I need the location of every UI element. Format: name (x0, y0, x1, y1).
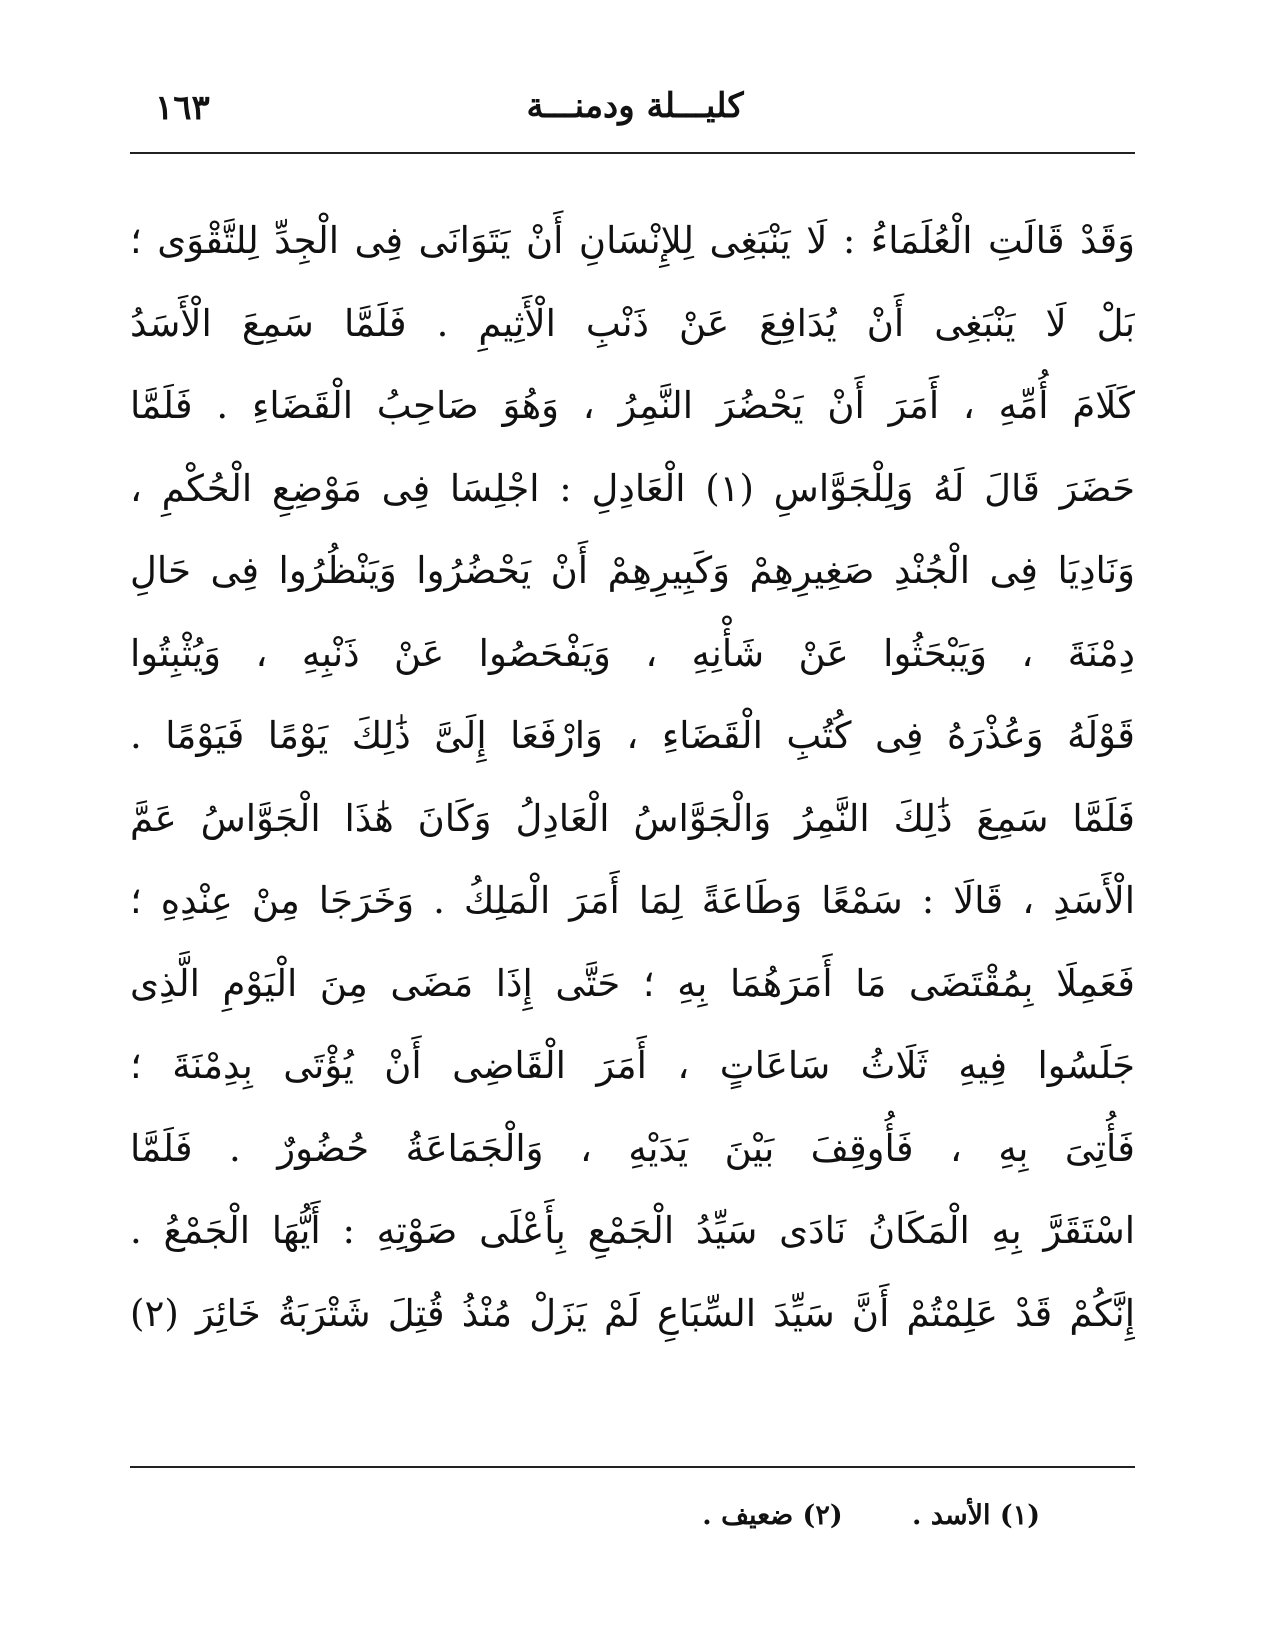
header-divider (130, 152, 1135, 154)
text-line: فَلَمَّا سَمِعَ ذَٰلِكَ النَّمِرُ وَالْجَوَّاسُ الْعَادِلُ وَكَانَ هَٰذَا الْجَوَّاسُ عَمَّ (130, 796, 1135, 840)
text-line: اسْتَقَرَّ بِهِ الْمَكَانُ نَادَى سَيِّدُ الْجَمْعِ بِأَعْلَى صَوْتِهِ : أَيُّهَا الْجَمْعُ . (130, 1209, 1135, 1252)
footnote-divider (130, 1466, 1135, 1468)
text-line: بَلْ لَا يَنْبَغِى أَنْ يُدَافِعَ عَنْ ذَنْبِ الْأَثِيمِ . فَلَمَّا سَمِعَ الْأَسَدُ (130, 301, 1135, 345)
text-line: وَقَدْ قَالَتِ الْعُلَمَاءُ : لَا يَنْبَغِى لِلإِنْسَانِ أَنْ يَتَوَانَى فِى الْجِدِّ لِلتَّقْوَى ؛ (130, 219, 1135, 262)
text-line: قَوْلَهُ وَعُذْرَهُ فِى كُتُبِ الْقَضَاءِ ، وَارْفَعَا إِلَىَّ ذَٰلِكَ يَوْمًا فَيَوْمًا . (130, 714, 1135, 757)
page-number: ١٦٣ (155, 88, 210, 128)
text-line: فَعَمِلَا بِمُقْتَضَى مَا أَمَرَهُمَا بِهِ ؛ حَتَّى إِذَا مَضَى مِنَ الْيَوْمِ الَّذِى (130, 961, 1135, 1005)
text-line: الْأَسَدِ ، قَالَا : سَمْعًا وَطَاعَةً لِمَا أَمَرَ الْمَلِكُ . وَخَرَجَا مِنْ عِنْدِهِ ؛ (130, 879, 1135, 922)
main-text (130, 200, 1135, 1355)
footnote-2: (٢) ضعيف . (702, 1500, 843, 1531)
text-line: إِنَّكُمْ قَدْ عَلِمْتُمْ أَنَّ سَيِّدَ السِّبَاعِ لَمْ يَزَلْ مُنْذُ قُتِلَ شَتْرَبَةُ خَائِرَ (٢) (130, 1291, 1135, 1335)
text-line: فَأُتِىَ بِهِ ، فَأُوقِفَ بَيْنَ يَدَيْهِ ، وَالْجَمَاعَةُ حُضُورٌ . فَلَمَّا (130, 1126, 1135, 1170)
text-line: كَلَامَ أُمِّهِ ، أَمَرَ أَنْ يَحْضُرَ النَّمِرُ ، وَهُوَ صَاحِبُ الْقَضَاءِ . فَلَمَّا (130, 384, 1135, 427)
text-line: جَلَسُوا فِيهِ ثَلَاثُ سَاعَاتٍ ، أَمَرَ الْقَاضِى أَنْ يُؤْتَى بِدِمْنَةَ ؛ (130, 1044, 1135, 1087)
footnote-1: (١) الأسد . (912, 1500, 1040, 1531)
text-line: حَضَرَ قَالَ لَهُ وَلِلْجَوَّاسِ (١) الْعَادِلِ : اجْلِسَا فِى مَوْضِعِ الْحُكْمِ ، (130, 466, 1135, 510)
text-line: وَنَادِيَا فِى الْجُنْدِ صَغِيرِهِمْ وَكَبِيرِهِمْ أَنْ يَحْضُرُوا وَيَنْظُرُوا فِى حَالِ (130, 549, 1135, 592)
footnotes (130, 1500, 1040, 1531)
page-header (135, 82, 1135, 142)
text-line: دِمْنَةَ ، وَيَبْحَثُوا عَنْ شَأْنِهِ ، وَيَفْحَصُوا عَنْ ذَنْبِهِ ، وَيُثْبِتُوا (130, 631, 1135, 675)
running-title: كليـــلة ودمنـــة (526, 86, 744, 126)
